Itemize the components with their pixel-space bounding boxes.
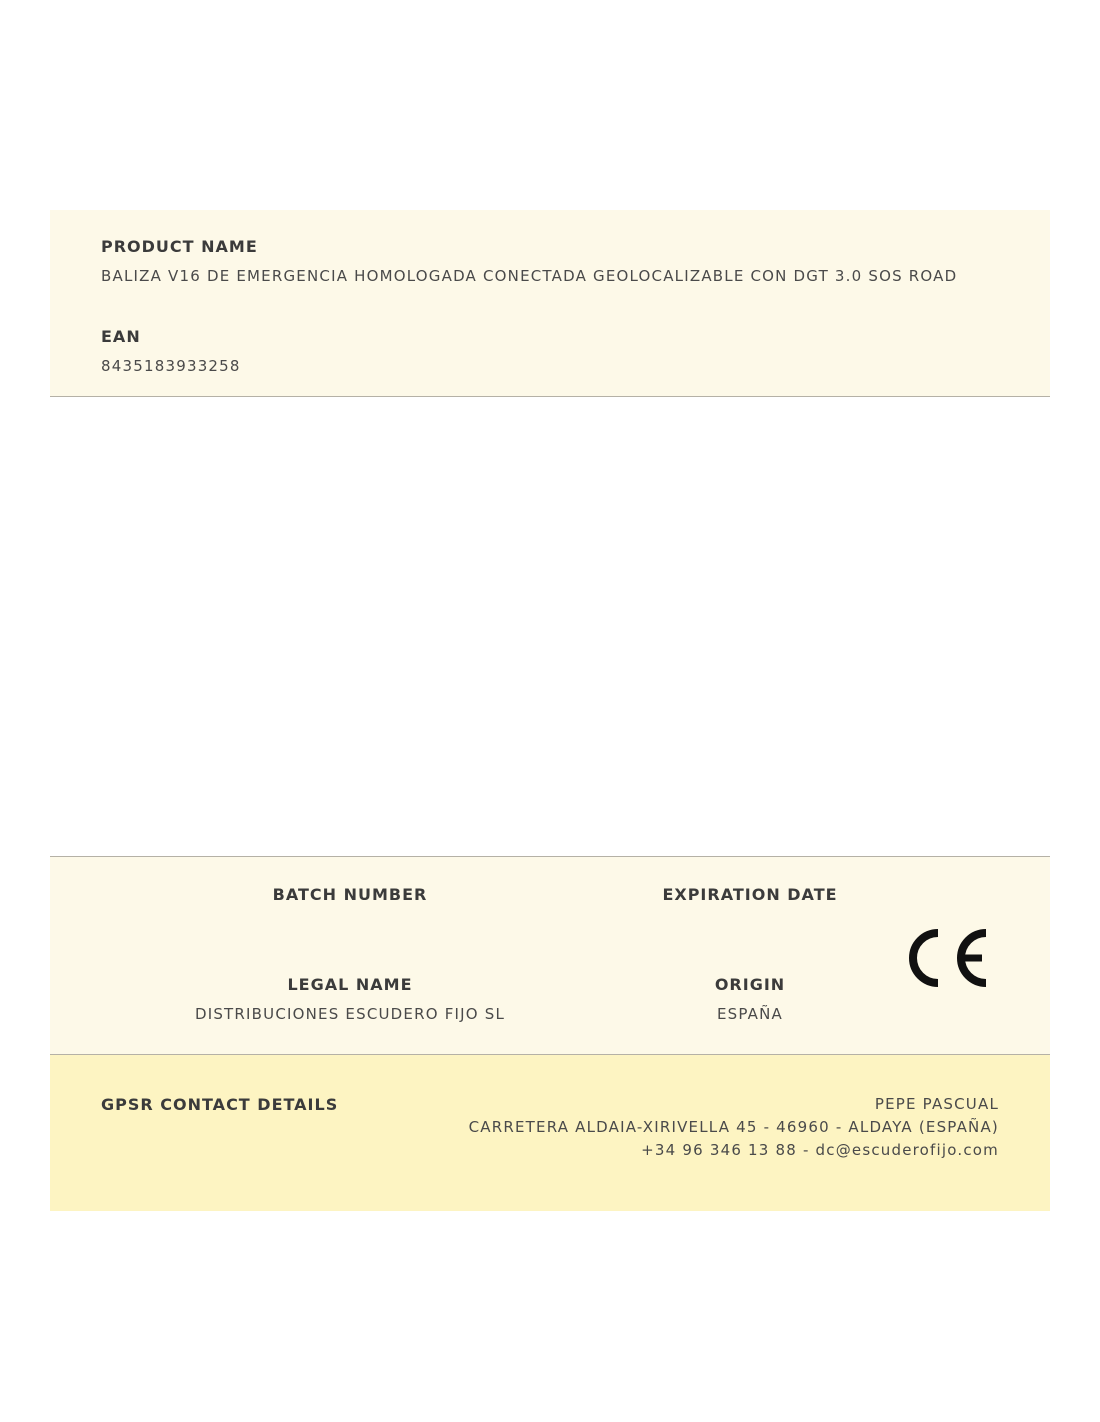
contact-name: PEPE PASCUAL xyxy=(874,1095,999,1113)
origin-label: ORIGIN xyxy=(714,975,786,994)
contact-phone-email: +34 96 346 13 88 - dc@escuderofijo.com xyxy=(641,1141,999,1159)
legal-name-label: LEGAL NAME xyxy=(287,975,413,994)
legal-name-value: DISTRIBUCIONES ESCUDERO FIJO SL xyxy=(194,1005,506,1023)
origin-value: ESPAÑA xyxy=(716,1005,784,1023)
ean-value: 8435183933258 xyxy=(101,357,241,375)
gpsr-contact-label: GPSR CONTACT DETAILS xyxy=(101,1095,339,1114)
ce-mark-icon xyxy=(908,927,992,989)
batch-number-label: BATCH NUMBER xyxy=(272,885,428,904)
gpsr-contact-panel xyxy=(50,1055,1050,1211)
contact-address: CARRETERA ALDAIA-XIRIVELLA 45 - 46960 - ALDAYA (ESPAÑA) xyxy=(468,1118,999,1136)
expiration-date-label: EXPIRATION DATE xyxy=(662,885,838,904)
info-panel xyxy=(50,856,1050,1055)
product-panel xyxy=(50,210,1050,397)
contact-details xyxy=(469,1095,999,1164)
product-name-value: BALIZA V16 DE EMERGENCIA HOMOLOGADA CONECTADA GEOLOCALIZABLE CON DGT 3.0 SOS ROAD xyxy=(101,267,958,285)
ean-label: EAN xyxy=(101,327,141,346)
product-name-label: PRODUCT NAME xyxy=(101,237,258,256)
